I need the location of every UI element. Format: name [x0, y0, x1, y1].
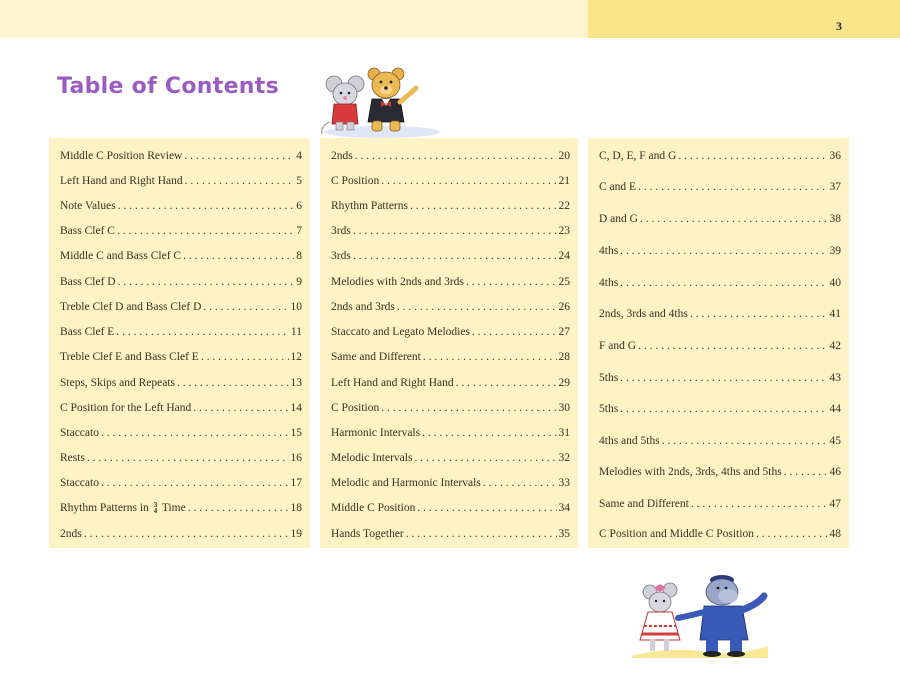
toc-entry: D and G . . . 38	[599, 213, 841, 225]
toc-entry: 4ths . . . 39	[599, 245, 841, 257]
top-banner-left	[0, 0, 588, 38]
toc-entry: Same and Different . . . 28	[331, 351, 570, 363]
toc-entry: Middle C Position Review . . . 4	[60, 150, 302, 162]
toc-entry: C Position and Middle C Position . . . 48	[599, 528, 841, 540]
toc-entry: Melodies with 2nds, 3rds, 4ths and 5ths . . . 46	[599, 466, 841, 478]
toc-entry: Treble Clef D and Bass Clef D . . . 10	[60, 301, 302, 313]
toc-entry: 4ths and 5ths . . . 45	[599, 435, 841, 447]
toc-entry: Rhythm Patterns . . . 22	[331, 200, 570, 212]
hippo-figure	[678, 575, 764, 657]
toc-entry: Hands Together . . . 35	[331, 528, 570, 540]
toc-entry: C Position . . . 21	[331, 175, 570, 187]
toc-entry: C and E . . . 37	[599, 181, 841, 193]
toc-entry: 3rds . . . 24	[331, 250, 570, 262]
toc-entry: Bass Clef C . . . 7	[60, 225, 302, 237]
toc-entry: 2nds and 3rds . . . 26	[331, 301, 570, 313]
time-signature: 3 4	[153, 502, 158, 515]
mouse-figure	[640, 583, 680, 651]
toc-entry: Staccato and Legato Melodies . . . 27	[331, 326, 570, 338]
toc-entry: Bass Clef E . . . 11	[60, 326, 302, 338]
toc-column-1	[49, 138, 310, 548]
toc-entry: C Position for the Left Hand . . . 14	[60, 402, 302, 414]
toc-entry: Bass Clef D . . . 9	[60, 276, 302, 288]
toc-entry: Same and Different . . . 47	[599, 498, 841, 510]
toc-entry: Rests . . . 16	[60, 452, 302, 464]
toc-entry: 3rds . . . 23	[331, 225, 570, 237]
toc-entry: C, D, E, F and G . . . 36	[599, 150, 841, 162]
toc-entry: 5ths . . . 44	[599, 403, 841, 415]
toc-entry: Note Values . . . 6	[60, 200, 302, 212]
toc-entry: Staccato . . . 15	[60, 427, 302, 439]
mouse-and-bear-illustration	[312, 66, 442, 138]
toc-entry: Middle C Position . . . 34	[331, 502, 570, 514]
toc-entry: Left Hand and Right Hand . . . 5	[60, 175, 302, 187]
toc-entry: Melodic and Harmonic Intervals . . . 33	[331, 477, 570, 489]
toc-entry: 2nds . . . 20	[331, 150, 570, 162]
toc-entry: C Position . . . 30	[331, 402, 570, 414]
mouse-figure	[322, 76, 364, 134]
toc-entry: Left Hand and Right Hand . . . 29	[331, 377, 570, 389]
toc-entry: Rhythm Patterns in 3 4 Time . . . 18	[60, 502, 302, 514]
toc-entry: Melodies with 2nds and 3rds . . . 25	[331, 276, 570, 288]
toc-entry: 2nds, 3rds and 4ths . . . 41	[599, 308, 841, 320]
toc-entry: 4ths . . . 40	[599, 277, 841, 289]
toc-entry: Harmonic Intervals . . . 31	[331, 427, 570, 439]
toc-column-3	[588, 138, 849, 548]
page-title: Table of Contents	[57, 74, 279, 99]
toc-entry: Melodic Intervals . . . 32	[331, 452, 570, 464]
toc-entry: Staccato . . . 17	[60, 477, 302, 489]
toc-entry: 5ths . . . 43	[599, 372, 841, 384]
toc-entry: Steps, Skips and Repeats . . . 13	[60, 377, 302, 389]
toc-entry: Middle C and Bass Clef C . . . 8	[60, 250, 302, 262]
toc-column-2	[320, 138, 578, 548]
bear-figure	[368, 68, 416, 131]
page-number: 3	[836, 19, 842, 33]
toc-entry: F and G . . . 42	[599, 340, 841, 352]
toc-entry: Treble Clef E and Bass Clef E . . . 12	[60, 351, 302, 363]
toc-entry: 2nds . . . 19	[60, 528, 302, 540]
top-banner-right	[588, 0, 900, 38]
mouse-and-hippo-illustration	[628, 566, 774, 662]
